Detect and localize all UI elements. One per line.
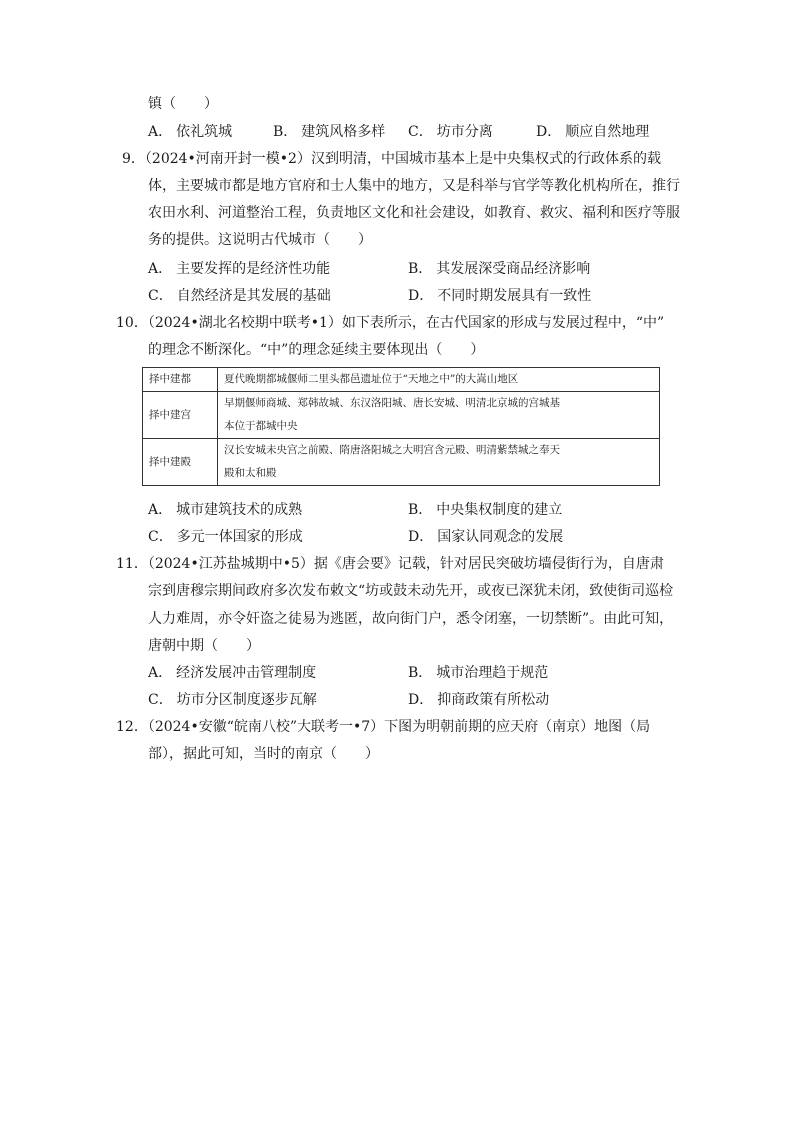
table-cell-label: 择中建都 (143, 368, 218, 392)
table-row (143, 368, 660, 392)
option-text: 经济发展冲击管理制度 (176, 665, 317, 681)
option-text: 国家认同观念的发展 (437, 529, 564, 545)
q12-stem-line: 部），据此可知，当时的南京（ ） (148, 746, 379, 762)
cell-line: 殿和太和殿 (224, 467, 277, 479)
q9-stem-line: 农田水利、河道整治工程，负责地区文化和社会建设，如教育、救灾、福利和医疗等服 (148, 205, 680, 221)
table-row (143, 392, 660, 439)
option-text: 中央集权制度的建立 (436, 502, 563, 518)
q10-table (142, 367, 660, 486)
option-letter: C． (148, 288, 173, 304)
option-letter: B． (273, 124, 298, 140)
option-letter: A． (148, 261, 173, 277)
table-row (143, 439, 660, 486)
q11-stem-line: 11．（2024•江苏盐城期中•5）据《唐会要》记载，针对居民突破坊墙侵街行为，自唐肃 (116, 556, 664, 572)
option-text: 坊市分离 (436, 124, 493, 140)
option-text: 顺应自然地理 (565, 124, 650, 140)
option-letter: A． (148, 665, 173, 681)
q11-option-b[interactable] (408, 664, 548, 682)
cell-line: 夏代晚期都城偃师二里头都邑遗址位于“天地之中”的大嵩山地区 (224, 373, 519, 385)
q9-option-c[interactable] (148, 287, 331, 305)
table-cell-content (218, 439, 660, 486)
q10-stem-line: 的理念不断深化。“中”的理念延续主要体现出（ ） (148, 342, 485, 358)
cell-line: 本位于都城中央 (224, 420, 298, 432)
cell-line: 早期偃师商城、郑韩故城、东汉洛阳城、唐长安城、明清北京城的宫城基 (224, 397, 560, 409)
option-letter: C． (148, 692, 173, 708)
option-letter: D． (408, 692, 434, 708)
option-letter: D． (536, 124, 562, 140)
option-letter: D． (408, 529, 434, 545)
option-text: 抑商政策有所松动 (437, 692, 550, 708)
q9-option-a[interactable] (148, 260, 330, 278)
q11-option-d[interactable] (408, 691, 549, 709)
q8-continuation: 镇（ ） (148, 96, 218, 112)
option-letter: D． (408, 288, 434, 304)
q9-option-d[interactable] (408, 287, 591, 305)
option-text: 坊市分区制度逐步瓦解 (176, 692, 317, 708)
table-cell-label: 择中建宫 (143, 392, 218, 439)
q11-stem-line: 宗到唐穆宗期间政府多次发布敕文“坊或鼓未动先开，或夜已深犹未闭，致使街司巡检 (148, 583, 674, 599)
option-text: 依礼筑城 (176, 124, 233, 140)
option-letter: C． (408, 124, 433, 140)
option-letter: A． (148, 124, 173, 140)
option-letter: C． (148, 529, 173, 545)
q11-stem-line: 人力难周，亦令奸盗之徒易为逃匿，故向街门户，悉令闭塞，一切禁断”。由此可知， (148, 611, 674, 627)
q10-option-a[interactable] (148, 501, 302, 519)
q11-stem-line: 唐朝中期（ ） (148, 638, 260, 654)
table-cell-content (218, 392, 660, 439)
q11-option-c[interactable] (148, 691, 317, 709)
q8-option-b[interactable] (273, 123, 385, 141)
option-text: 多元一体国家的形成 (176, 529, 303, 545)
q9-stem-line: 务的提供。这说明古代城市（ ） (148, 232, 372, 248)
q10-option-d[interactable] (408, 528, 563, 546)
option-text: 其发展深受商品经济影响 (436, 261, 591, 277)
q9-option-b[interactable] (408, 260, 590, 278)
option-letter: B． (408, 261, 433, 277)
cell-line: 汉长安城未央宫之前殿、隋唐洛阳城之大明宫含元殿、明清紫禁城之奉天 (224, 444, 560, 456)
q8-option-d[interactable] (536, 123, 649, 141)
q11-option-a[interactable] (148, 664, 316, 682)
option-text: 主要发挥的是经济性功能 (176, 261, 331, 277)
option-text: 不同时期发展具有一致性 (437, 288, 592, 304)
q8-option-a[interactable] (148, 123, 232, 141)
table-cell-content (218, 368, 660, 392)
q10-option-b[interactable] (408, 501, 562, 519)
q8-option-c[interactable] (408, 123, 493, 141)
option-text: 自然经济是其发展的基础 (176, 288, 331, 304)
table-cell-label: 择中建殿 (143, 439, 218, 486)
q10-option-c[interactable] (148, 528, 303, 546)
q9-stem-line: 体，主要城市都是地方官府和士人集中的地方，又是科举与官学等教化机构所在，推行 (148, 178, 680, 194)
q9-stem-line: 9．（2024•河南开封一模•2）汉到明清，中国城市基本上是中央集权式的行政体系的载 (122, 151, 661, 167)
option-text: 城市建筑技术的成熟 (176, 502, 303, 518)
option-letter: B． (408, 502, 433, 518)
q12-stem-line: 12．（2024•安徽“皖南八校”大联考一•7）下图为明朝前期的应天府（南京）地图（局 (116, 719, 651, 735)
q10-stem-line: 10．（2024•湖北名校期中联考•1）如下表所示，在古代国家的形成与发展过程中，“中” (116, 315, 665, 331)
option-text: 建筑风格多样 (301, 124, 386, 140)
option-letter: B． (408, 665, 433, 681)
option-letter: A． (148, 502, 173, 518)
option-text: 城市治理趋于规范 (436, 665, 549, 681)
